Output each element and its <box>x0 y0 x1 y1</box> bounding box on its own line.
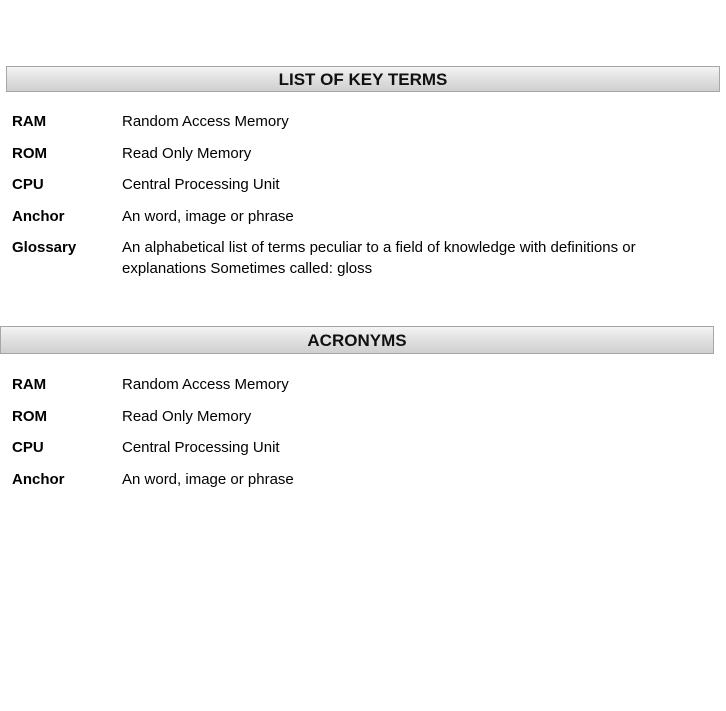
key-term-row <box>0 174 726 195</box>
acronym-row <box>0 406 726 427</box>
key-term-definition: Central Processing Unit <box>122 176 280 193</box>
key-term-name: RAM <box>12 113 47 130</box>
key-term-name: Anchor <box>12 207 65 225</box>
key-term-definition: Random Access Memory <box>122 113 289 130</box>
key-term-name: ROM <box>12 144 47 162</box>
acronym-definition: Read Only Memory <box>122 407 252 425</box>
acronym-definition: Random Access Memory <box>122 376 289 393</box>
key-term-row <box>0 143 726 164</box>
key-term-definition: An alphabetical list of terms peculiar to a field of knowledge with definitions or explanations Sometimes called: gloss <box>122 239 636 277</box>
acronyms-section <box>0 326 726 500</box>
acronyms-list <box>0 374 726 490</box>
key-terms-list <box>0 111 726 279</box>
acronym-row <box>0 437 726 458</box>
acronyms-header: ACRONYMS <box>0 326 714 354</box>
key-term-name: CPU <box>12 176 44 193</box>
acronym-row <box>0 469 726 490</box>
key-term-row <box>0 206 726 227</box>
key-term-definition: An word, image or phrase <box>122 207 294 225</box>
key-terms-section <box>0 66 726 290</box>
acronym-definition: An word, image or phrase <box>122 470 294 488</box>
acronym-name: Anchor <box>12 470 65 488</box>
acronym-row <box>0 374 726 395</box>
key-term-name: Glossary <box>12 239 77 256</box>
acronym-name: RAM <box>12 376 47 393</box>
acronym-definition: Central Processing Unit <box>122 439 280 456</box>
key-term-definition: Read Only Memory <box>122 144 252 162</box>
key-terms-header: LIST OF KEY TERMS <box>6 66 720 92</box>
acronym-name: ROM <box>12 407 47 425</box>
key-term-row <box>0 237 726 279</box>
acronym-name: CPU <box>12 439 44 456</box>
key-term-row <box>0 111 726 132</box>
